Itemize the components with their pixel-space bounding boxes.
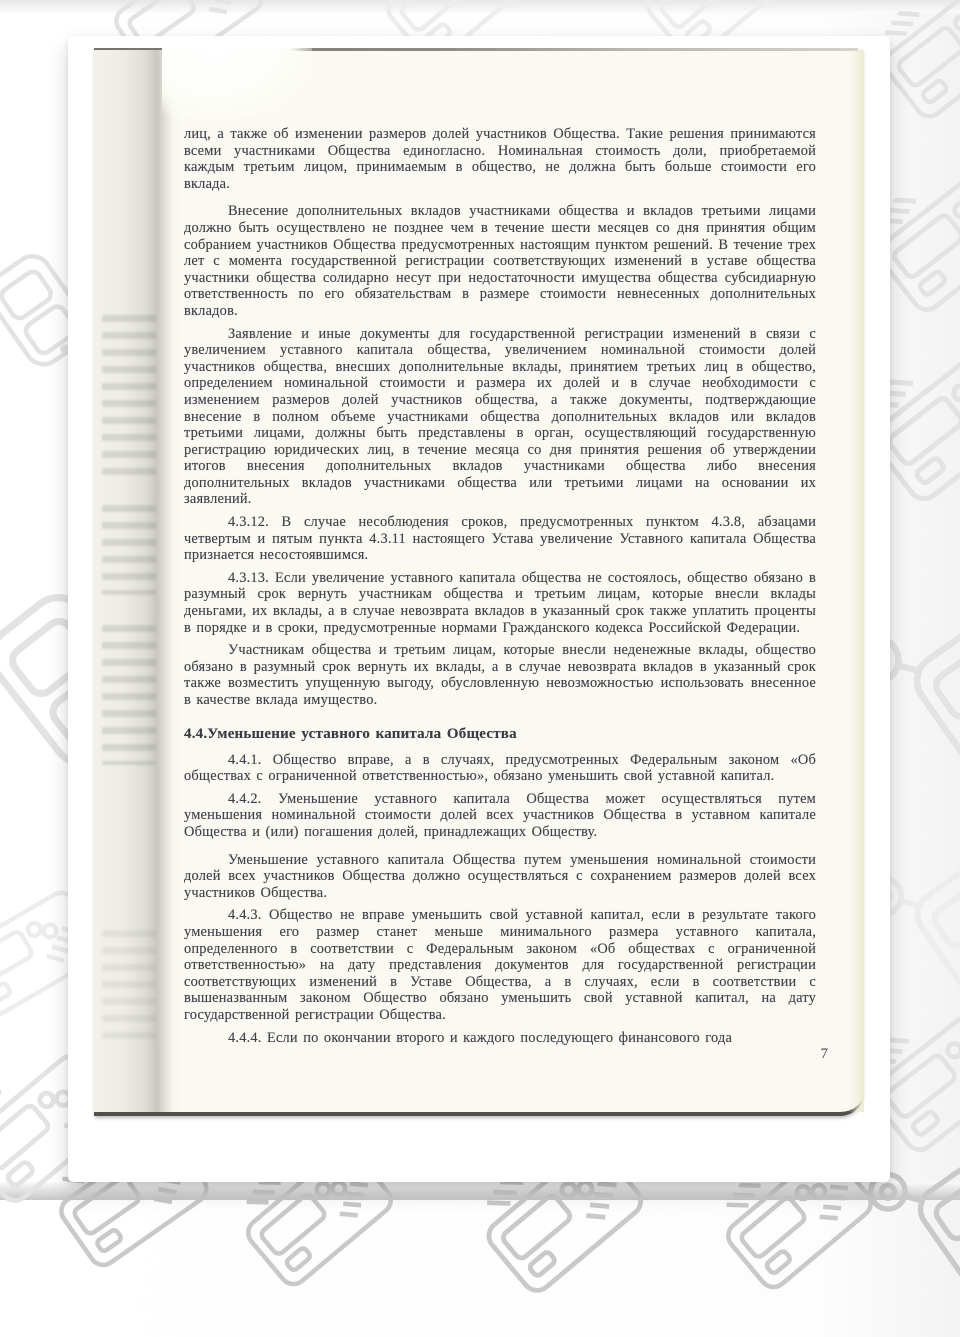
showthrough-text — [102, 315, 156, 475]
paragraph: Заявление и иные документы для государственной регистрации изменений в связи с увеличением уставного капитала общества, увеличением номинальной стоимости долей участников общества, внесших дополнительные вклады, принятием третьих лиц в общество, определением номинальной стоимости и размера их долей и в случае необходимости с изменением размеров долей участников общества, а также документы, подтверждающие внесение в полном объеме участниками общества дополнительных вкладов или вкладов третьими лицами, должны быть представлены в орган, осуществляющий государственную регистрацию юридических лиц, в течение месяца со дня принятия решения об утверждении итогов внесения дополнительных вкладов участниками общества либо внесения дополнительных вкладов участниками общества или третьими лицами на основании их заявлений. — [184, 325, 816, 508]
page-right-edge — [848, 50, 864, 1112]
paragraph: Уменьшение уставного капитала Общества путем уменьшения номинальной стоимости долей всех участников Общества должно осуществляться с сохранением размеров долей всех участников Общества. — [184, 851, 816, 901]
paragraph-4-4-2: 4.4.2. Уменьшение уставного капитала Общества может осуществляться путем уменьшения номинальной стоимости долей всех участников Общества в уставном капитале Общества и (или) погашения долей, принадлежащих Обществу. — [184, 790, 816, 840]
paragraph: лиц, а также об изменении размеров долей участников Общества. Такие решения принимаются всеми участниками Общества единогласно. Номинальная стоимость доли, приобретаемой каждым третьим лицом, принимаемым в общество, не должна быть больше стоимости его вклада. — [184, 126, 816, 192]
paragraph-4-4-1: 4.4.1. Общество вправе, а в случаях, предусмотренных Федеральным законом «Об обществах с ограниченной ответственностью», обязано уменьшить свой уставной капитал. — [184, 751, 816, 785]
showthrough-text — [102, 930, 156, 1040]
paragraph: Внесение дополнительных вкладов участниками общества и вкладов третьими лицами должно быть осуществлено не позднее чем в течение шести месяцев со дня принятия общим собранием участников Общества предусмотренных настоящим пунктом решений. В течение трех лет с момента государственной регистрации соответствующих изменений в уставе общества участники общества солидарно несут при недостаточности имущества общества субсидиарную ответственность по его обязательствам в размере стоимости невнесенных дополнительных вкладов. — [184, 203, 817, 319]
paragraph-4-3-13: 4.3.13. Если увеличение уставного капитала общества не состоялось, общество обязано в разумный срок вернуть участникам общества и третьим лицам, которые внесли вклады деньгами, их вклады, а в случае невозврата вкладов в указанный срок также уплатить проценты в порядке и в сроки, предусмотренные нормами Гражданского кодекса Российской Федерации. — [184, 569, 816, 636]
page-number: 7 — [820, 1046, 828, 1062]
paragraph-4-4-3: 4.4.3. Общество не вправе уменьшить свой уставной капитал, если в результате такого уменьшения его размер станет меньше минимального размера уставного капитала, определенного в соответствии с Федеральным законом «Об обществах с ограниченной ответственностью» на дату представления документов для государственной регистрации соответствующих изменений в Уставе Общества, а в случаях, если в соответствии с вышеназванным законом Общество обязано уменьшить свой уставной капитал, на дату государственной регистрации Общества. — [184, 907, 816, 1023]
showthrough-text — [102, 505, 156, 595]
section-heading-4-4: 4.4.Уменьшение уставного капитала Общества — [184, 725, 517, 742]
document-text — [184, 126, 816, 1052]
paragraph: Участникам общества и третьим лицам, которые внесли неденежные вклады, общество обязано в разумный срок вернуть их вклады, а в случае невозврата вкладов в указанный срок также возместить упущенную выгоду, обусловленную невозможностью использовать внесенное в качестве вклада имущество. — [184, 642, 816, 708]
scan-page — [94, 48, 864, 1116]
page-curl — [162, 48, 312, 118]
book-gutter — [94, 50, 184, 1112]
paragraph-4-3-12: 4.3.12. В случае несоблюдения сроков, предусмотренных пунктом 4.3.8, абзацами четвертым и пятым пункта 4.3.11 настоящего Устава увеличение Уставного капитала Общества признается несостоявшимся. — [184, 514, 816, 564]
photo-card — [68, 36, 890, 1182]
showthrough-text — [102, 625, 156, 765]
paragraph-4-4-4: 4.4.4. Если по окончании второго и каждого последующего финансового года — [228, 1029, 733, 1046]
